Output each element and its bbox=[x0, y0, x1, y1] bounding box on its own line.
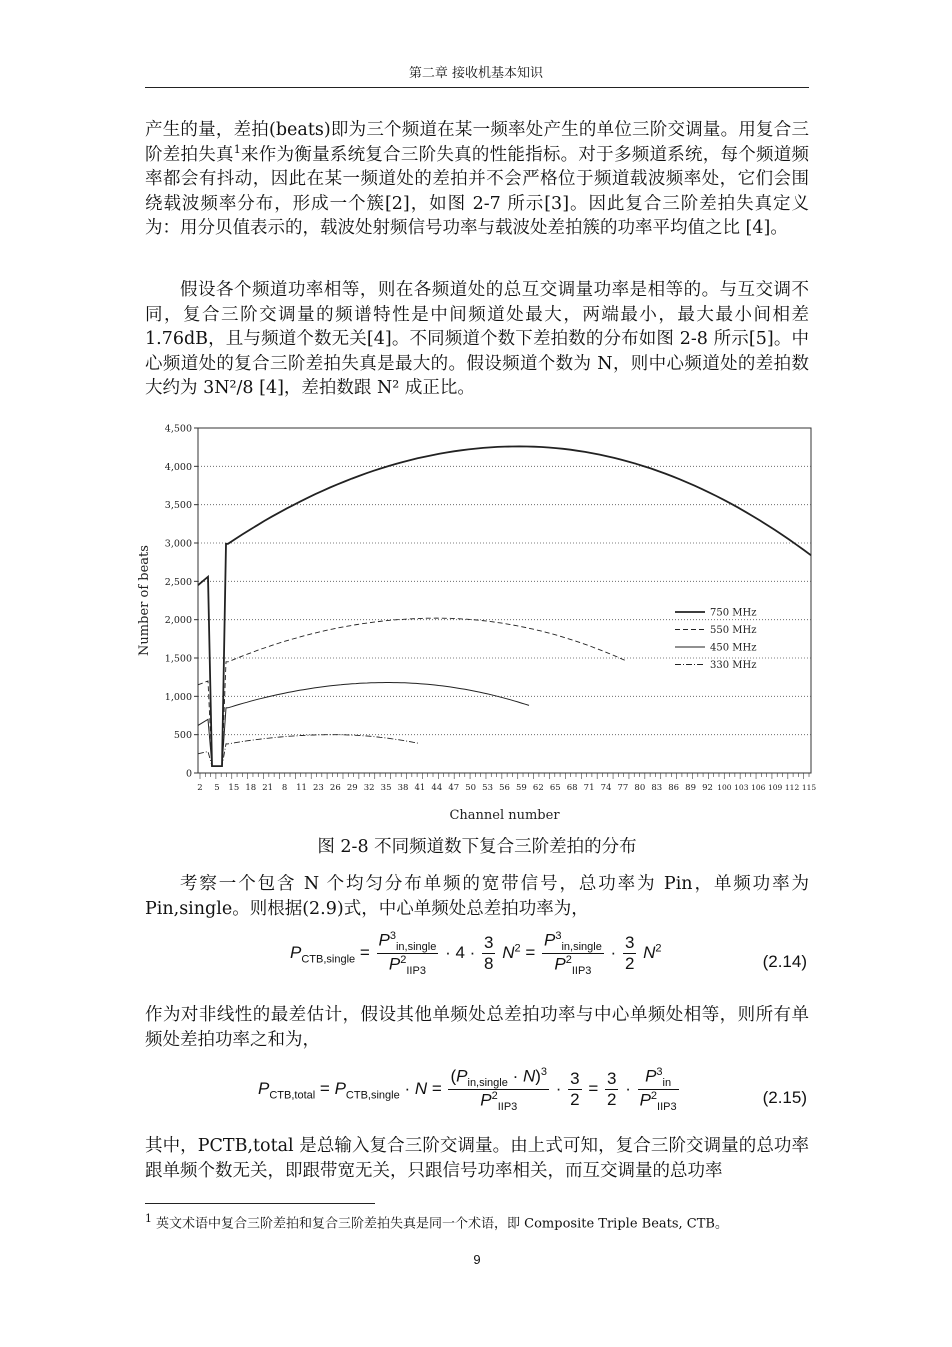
paragraph-5: 其中，PCTB,total 是总输入复合三阶交调量。由上式可知，复合三阶交调量的总功率跟单频个数无关，即跟带宽无关，只跟信号功率相关，而互交调量的总功率 bbox=[145, 1136, 809, 1181]
series-line bbox=[198, 618, 626, 766]
x-tick-label: 109 bbox=[768, 783, 783, 792]
y-tick-label: 4,000 bbox=[164, 461, 192, 473]
y-tick-label: 3,500 bbox=[164, 500, 192, 512]
x-tick-label: 26 bbox=[329, 783, 341, 793]
legend-label: 750 MHz bbox=[710, 607, 757, 619]
x-tick-label: 62 bbox=[532, 783, 544, 793]
y-tick-label: 500 bbox=[173, 730, 192, 742]
x-tick-label: 74 bbox=[600, 783, 612, 793]
y-tick-label: 1,000 bbox=[164, 691, 192, 703]
x-tick-label: 83 bbox=[651, 783, 663, 793]
legend-label: 550 MHz bbox=[710, 625, 757, 636]
x-tick-label: 44 bbox=[431, 783, 443, 793]
page-number: 9 bbox=[473, 1252, 481, 1267]
paragraph-1-rest: 来作为衡量系统复合三阶失真的性能指标。对于多频道系统，每个频道频率都会有抖动，因此在某一频道处的差拍并不会严格位于频道载波频率处，它们会围绕载波频率分布，形成一个簇[2]，如图 2-7 所示[3]。因此复合三阶差拍失真定义为：用分贝值表示的，载波处射频信号功率与载波处差拍簇的功率平均值之比 [4]。 bbox=[145, 144, 810, 239]
plot-frame bbox=[198, 428, 811, 773]
header-rule bbox=[145, 87, 809, 88]
x-tick-label: 100 bbox=[717, 783, 732, 792]
y-tick-label: 2,000 bbox=[164, 615, 192, 627]
x-tick-label: 65 bbox=[549, 783, 561, 793]
x-tick-label: 11 bbox=[296, 783, 307, 793]
y-tick-label: 2,500 bbox=[164, 576, 192, 588]
x-tick-label: 5 bbox=[214, 783, 220, 793]
x-tick-label: 115 bbox=[801, 783, 817, 792]
y-tick-label: 4,500 bbox=[164, 423, 192, 435]
y-tick-label: 3,000 bbox=[164, 538, 192, 550]
x-tick-label: 21 bbox=[262, 783, 274, 793]
paragraph-2: 假设各个频道功率相等，则在各频道处的总互交调量功率是相等的。与互交调不同，复合三阶交调量的频谱特性是中间频道处最大，两端最小，最大最小间相差 1.76dB，且与频道个数无关[4]。不同频道个数下差拍数的分布如图 2-8 所示[5]。中心频道处的复合三阶差拍失真是最大的。假设频道个数为 N，则中心频道处的差拍数大约为 3N²/8 [4]，差拍数跟 N² 成正比。 bbox=[145, 280, 809, 399]
paragraph-1 bbox=[145, 118, 809, 241]
x-tick-label: 89 bbox=[685, 783, 696, 793]
x-tick-label: 71 bbox=[583, 783, 595, 793]
footnote-marker: 1 bbox=[233, 142, 241, 156]
x-tick-label: 23 bbox=[313, 783, 324, 793]
legend-label: 330 MHz bbox=[710, 660, 757, 671]
y-tick-label: 1,500 bbox=[164, 653, 192, 665]
footnote bbox=[145, 1212, 728, 1231]
series-line bbox=[198, 446, 811, 766]
x-tick-label: 47 bbox=[448, 783, 460, 793]
x-tick-label: 103 bbox=[734, 783, 749, 792]
x-tick-label: 38 bbox=[397, 783, 409, 793]
x-tick-label: 53 bbox=[482, 783, 493, 793]
x-axis-label: Channel number bbox=[449, 808, 560, 823]
x-tick-label: 68 bbox=[566, 783, 578, 793]
y-axis-label: Number of beats bbox=[137, 545, 152, 656]
x-tick-label: 80 bbox=[634, 783, 646, 793]
y-tick-label: 0 bbox=[185, 768, 192, 780]
figure-caption: 图 2-8 不同频道数下复合三阶差拍的分布 bbox=[317, 837, 637, 857]
equation-2-15-number: (2.15) bbox=[762, 1088, 807, 1107]
footnote-rule bbox=[145, 1203, 375, 1204]
beats-distribution-chart bbox=[130, 420, 820, 825]
x-tick-label: 29 bbox=[346, 783, 358, 793]
series-line bbox=[198, 735, 418, 766]
legend-label: 450 MHz bbox=[710, 642, 757, 654]
x-tick-label: 41 bbox=[414, 783, 426, 793]
equation-2-14: $P_{CTB,single}$ = $\frac{P^3_{in,single}}{P^2_{IIP3}}$ · 4 · $\frac{3}{8}$ $N^2$ = $\frac{P^3_{in,single}}{P^2_{IIP3}}$ · $\frac{3}{2}$ $N^2$ bbox=[290, 930, 662, 978]
running-header: 第二章 接收机基本知识 bbox=[408, 66, 544, 81]
x-tick-label: 2 bbox=[197, 783, 203, 793]
equation-2-15: $P_{CTB,total} = P_{CTB,single} \cdot N$ = $\frac{(P_{in,single} \cdot N)^3}{P^2_{IIP3}}$ · $\frac{3}{2}$ = $\frac{3}{2}$ · $\frac{P^3_{in}}{P^2_{IIP3}}$ bbox=[258, 1066, 677, 1114]
paragraph-3: 考察一个包含 N 个均匀分布单频的宽带信号，总功率为 Pin，单频功率为 Pin,single。则根据(2.9)式，中心单频处总差拍功率为， bbox=[145, 874, 809, 919]
x-tick-label: 112 bbox=[784, 783, 800, 792]
x-tick-label: 106 bbox=[751, 783, 766, 792]
paragraph-1-text: 产生的量，差拍(beats)即为三个频道在某一频率处产生的单位三阶交调量。用复合三阶差拍失真 bbox=[145, 120, 809, 165]
x-tick-label: 56 bbox=[499, 783, 510, 793]
paragraph-4: 作为对非线性的最差估计，假设其他单频处总差拍功率与中心单频处相等，则所有单频处差拍功率之和为， bbox=[145, 1005, 809, 1050]
x-tick-label: 35 bbox=[380, 783, 392, 793]
footnote-text: 英文术语中复合三阶差拍和复合三阶差拍失真是同一个术语，即 Composite Triple Beats, CTB。 bbox=[156, 1216, 728, 1232]
x-tick-label: 59 bbox=[516, 783, 527, 793]
footnote-number: 1 bbox=[145, 1212, 152, 1225]
x-tick-label: 8 bbox=[281, 783, 288, 793]
equation-2-14-number: (2.14) bbox=[762, 952, 807, 971]
x-tick-label: 92 bbox=[702, 783, 713, 793]
x-tick-label: 15 bbox=[228, 783, 240, 793]
x-tick-label: 50 bbox=[465, 783, 477, 793]
series-line bbox=[198, 683, 529, 767]
x-tick-label: 32 bbox=[363, 783, 375, 793]
x-tick-label: 18 bbox=[245, 783, 257, 793]
x-tick-label: 86 bbox=[668, 783, 680, 793]
x-tick-label: 77 bbox=[617, 783, 629, 793]
